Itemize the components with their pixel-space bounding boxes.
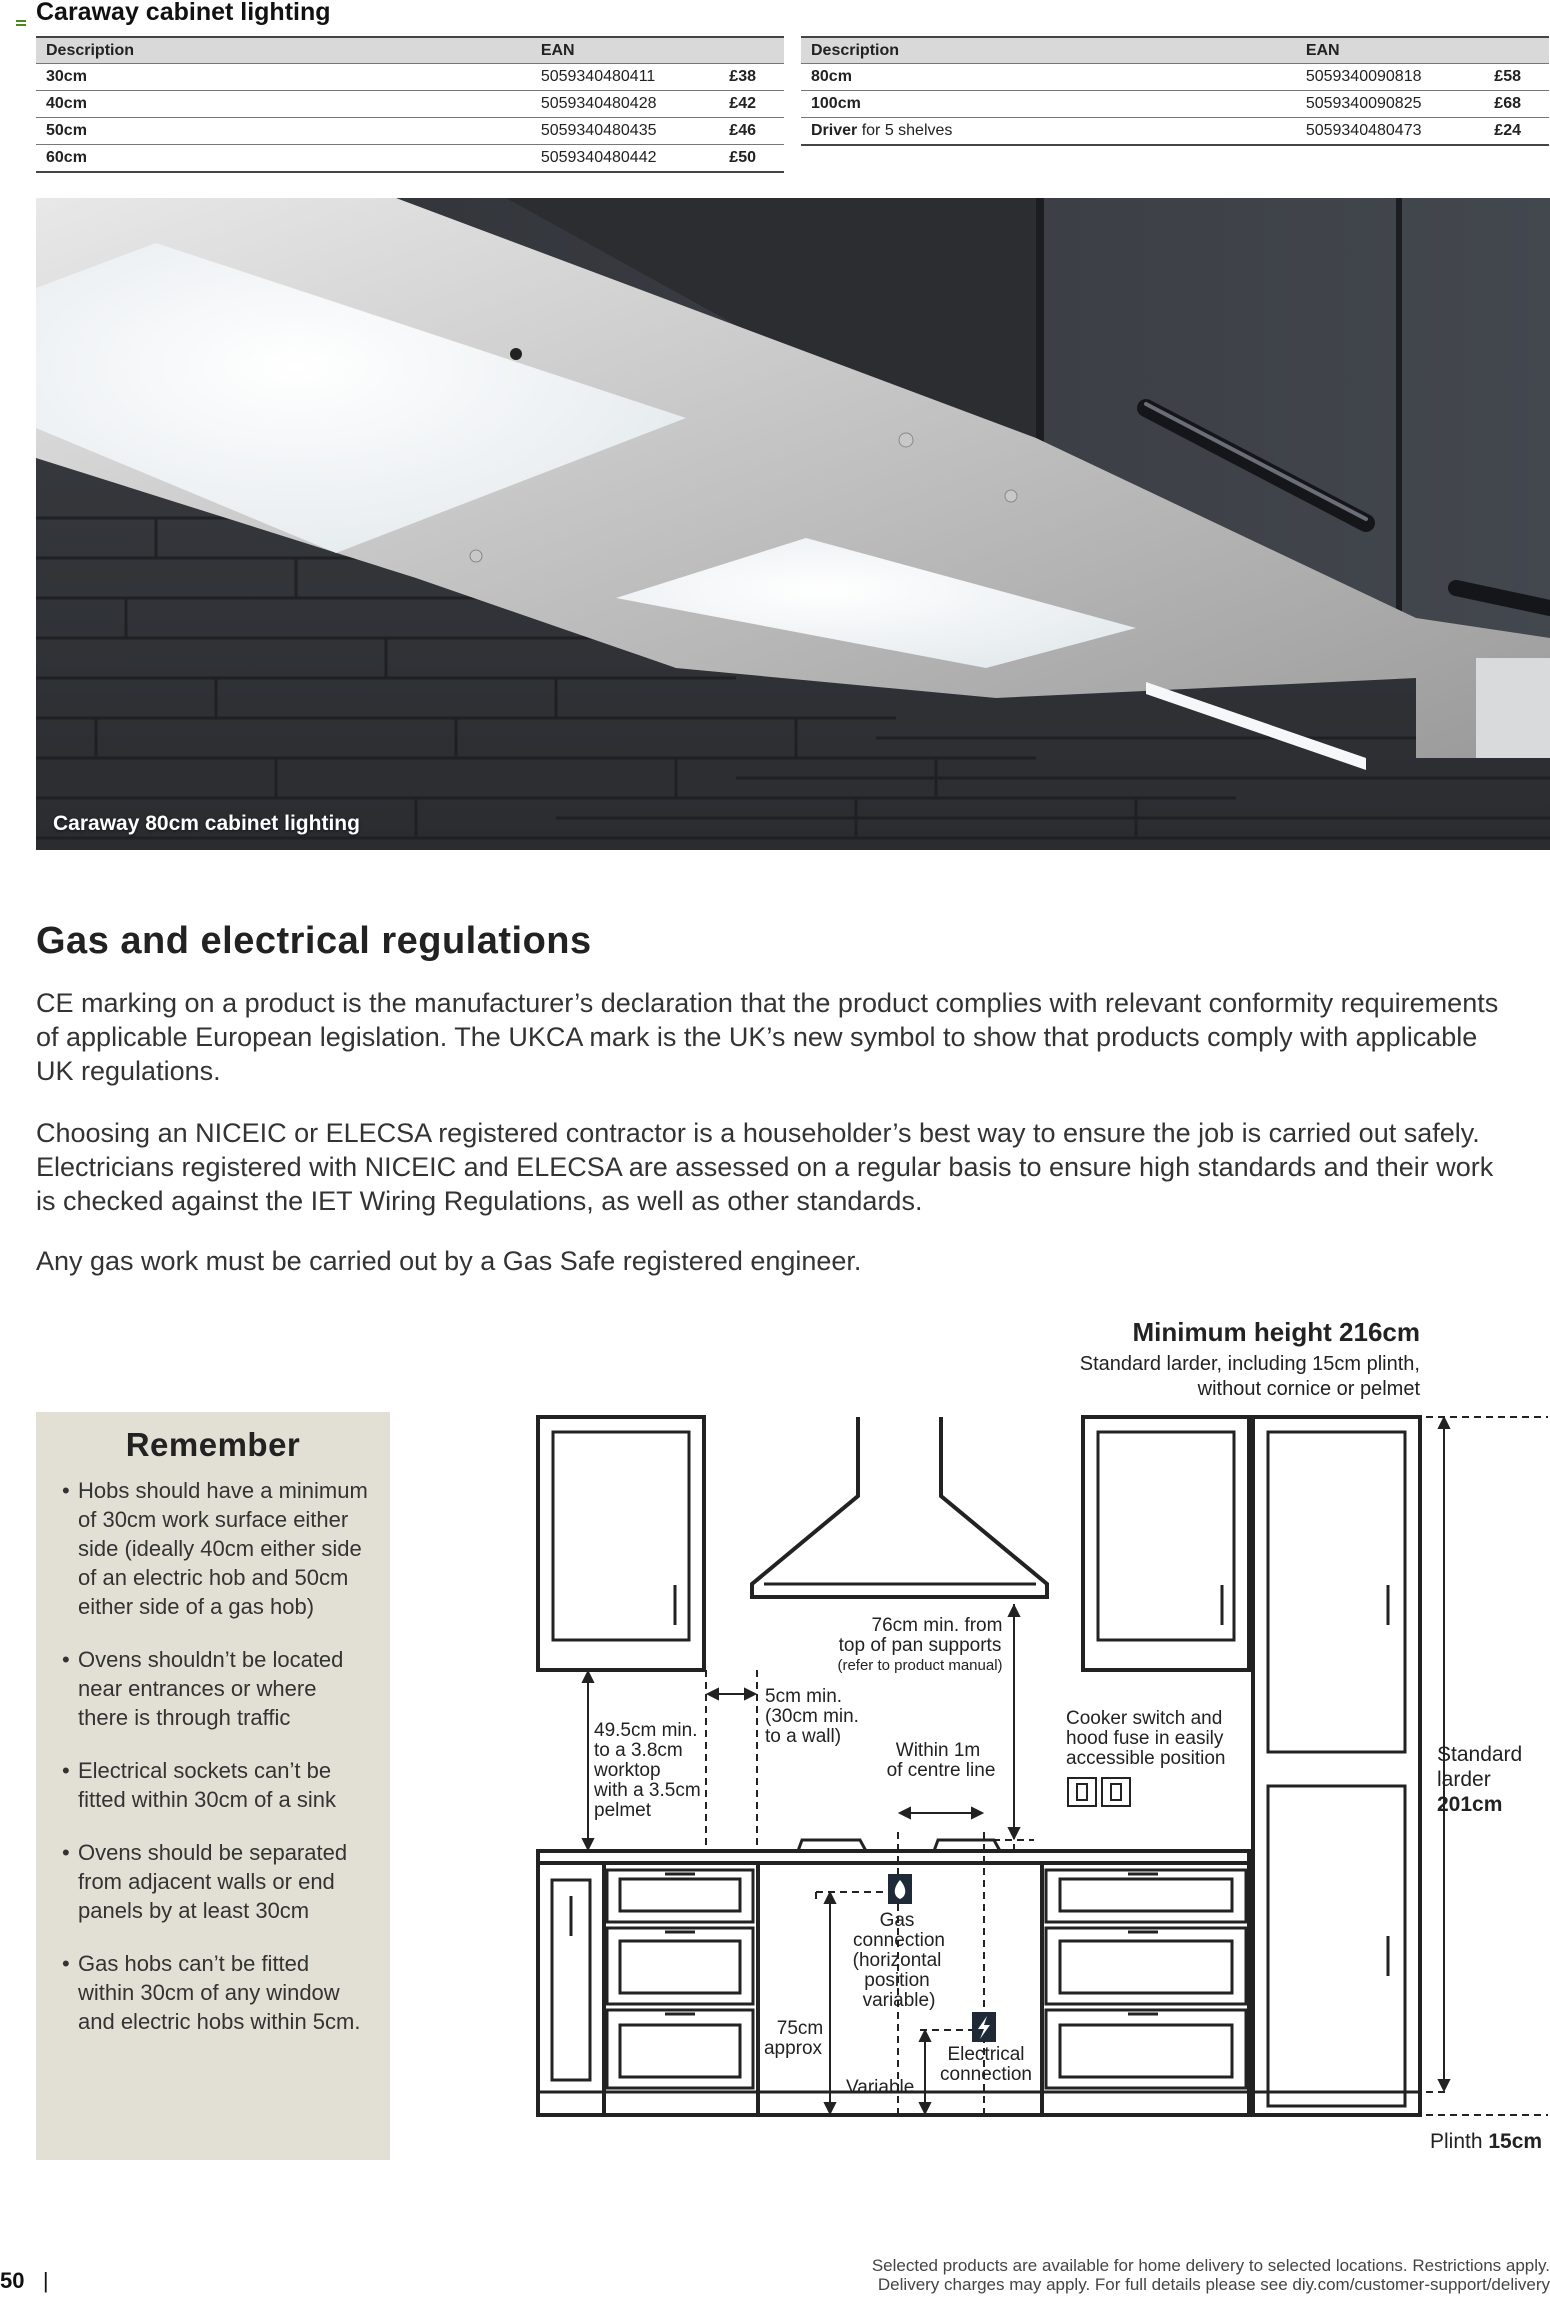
regulations-paragraph: Choosing an NICEIC or ELECSA registered contractor is a householder’s best way to ensure the job is carried out safely. Electricians registered with NICEIC and ELECSA are assessed on a regular basis to ensure high standards and their work is checked against the IET Wiring Regulations, as well as other standards. (36, 1118, 1494, 1216)
regulations-paragraph: CE marking on a product is the manufacturer’s declaration that the product complies with relevant conformity requirements of applicable European legislation. The UKCA mark is the UK’s new symbol to show that products comply with applicable UK regulations. (36, 988, 1499, 1086)
gap-label: to a wall) (765, 1726, 842, 1747)
worktop-height-label: approx (763, 2038, 823, 2059)
product-photo (36, 198, 1550, 850)
row-price: £42 (719, 91, 784, 118)
centre-line-label: Within 1m (895, 1740, 981, 1761)
pan-label: 76cm min. from (871, 1615, 1003, 1636)
remember-title: Remember (125, 1426, 301, 1463)
page-separator: | (42, 2268, 49, 2293)
pelmet-label: with a 3.5cm (594, 1780, 701, 1801)
list-item: • Hobs should have a minimum of 30cm work surface either side (ideally 40cm either side of an electric hob and 50cm either side of a gas hob) (78, 1476, 370, 1621)
description-text: 30cm (46, 68, 87, 85)
row-description (36, 64, 531, 91)
larder-label: larder (1437, 1768, 1491, 1791)
list-item: • Gas hobs can’t be fitted within 30cm of any window and electric hobs within 5cm. (78, 1949, 370, 2036)
list-item: • Electrical sockets can’t be fitted within 30cm of a sink (78, 1756, 370, 1814)
electrical-bolt-icon (972, 2012, 996, 2042)
row-ean: 5059340090825 (1296, 91, 1484, 118)
row-description (801, 64, 1296, 91)
min-height-title: Minimum height 216cm (1132, 1317, 1420, 1347)
pelmet-label: worktop (594, 1760, 661, 1781)
column-header: EAN (1296, 37, 1484, 64)
larder-label: Standard (1437, 1743, 1523, 1766)
row-price: £46 (719, 118, 784, 145)
table-row (36, 118, 784, 145)
section-title: Caraway cabinet lighting (36, 0, 331, 26)
plinth-label: Plinth 15cm (1430, 2130, 1543, 2153)
gas-flame-icon (888, 1874, 912, 1904)
footer-note-line: Selected products are available for home delivery to selected locations. Restrictions apply. (871, 2256, 1550, 2275)
min-height-subtitle: without cornice or pelmet (1197, 1378, 1420, 1400)
description-text: 60cm (46, 149, 87, 166)
table-row (36, 91, 784, 118)
footer-note-line: Delivery charges may apply. For full details please see diy.com/customer-support/delivery (877, 2275, 1550, 2294)
row-price: £24 (1484, 118, 1549, 146)
column-header: EAN (531, 37, 719, 64)
description-text: Driver (811, 122, 858, 139)
pan-label-note: (refer to product manual) (837, 1657, 1003, 1674)
row-description (801, 118, 1296, 146)
centre-line-label: of centre line (886, 1760, 996, 1781)
table-row (36, 64, 784, 91)
list-item: • Ovens shouldn’t be located near entrances or where there is through traffic (78, 1645, 370, 1732)
spec-table-right (801, 36, 1549, 146)
column-header (1484, 37, 1549, 64)
pan-label: top of pan supports (838, 1635, 1002, 1656)
photo-caption: Caraway 80cm cabinet lighting (53, 812, 360, 835)
electrical-connection-label: connection (940, 2064, 1032, 2085)
description-text: 40cm (46, 95, 87, 112)
page-number-text: 50 (0, 2268, 25, 2293)
table-header (36, 37, 784, 64)
gap-label: (30cm min. (765, 1706, 859, 1727)
pelmet-label: to a 3.8cm (594, 1740, 683, 1761)
pelmet-label: 49.5cm min. (594, 1720, 698, 1741)
worktop-height-label: 75cm (776, 2018, 824, 2039)
kitchen-diagram (530, 1306, 1550, 2166)
larder-height: 201cm (1437, 1793, 1503, 1816)
remember-box (36, 1412, 390, 2160)
gas-connection-label: (horizontal (852, 1950, 942, 1971)
row-ean: 5059340480411 (531, 64, 719, 91)
min-height-subtitle: Standard larder, including 15cm plinth, (1079, 1353, 1420, 1375)
column-header (719, 37, 784, 64)
cooker-switch-icon (1068, 1778, 1130, 1806)
column-header: Description (801, 37, 1296, 64)
row-ean: 5059340480435 (531, 118, 719, 145)
regulations-heading: Gas and electrical regulations (36, 920, 592, 962)
row-price: £58 (1484, 64, 1549, 91)
table-row (801, 118, 1549, 146)
row-ean: 5059340480428 (531, 91, 719, 118)
row-ean: 5059340090818 (1296, 64, 1484, 91)
table-row (801, 64, 1549, 91)
description-extra: for 5 shelves (857, 122, 953, 139)
description-text: 50cm (46, 122, 87, 139)
larder-unit (1253, 1417, 1420, 2115)
table-row (36, 145, 784, 173)
row-price: £68 (1484, 91, 1549, 118)
cooker-switch-label: Cooker switch and (1066, 1708, 1223, 1729)
variable-label: Variable (846, 2077, 915, 2098)
pelmet-label: pelmet (594, 1800, 652, 1821)
description-text: 100cm (811, 95, 861, 112)
table-header (801, 37, 1549, 64)
row-ean: 5059340480473 (1296, 118, 1484, 146)
row-price: £50 (719, 145, 784, 173)
row-description (36, 91, 531, 118)
spec-table-left (36, 36, 784, 173)
gap-label: 5cm min. (765, 1686, 843, 1707)
footer-note (790, 2256, 1550, 2294)
table-row (801, 91, 1549, 118)
row-description (36, 118, 531, 145)
column-header: Description (36, 37, 531, 64)
list-item: • Ovens should be separated from adjacent walls or end panels by at least 30cm (78, 1838, 370, 1925)
row-description (801, 91, 1296, 118)
row-price: £38 (719, 64, 784, 91)
row-description (36, 145, 531, 173)
row-ean: 5059340480442 (531, 145, 719, 173)
cooker-hood (752, 1417, 1047, 1597)
cooker-switch-label: hood fuse in easily (1066, 1728, 1224, 1749)
gas-connection-label: Gas (879, 1910, 915, 1931)
gas-connection-label: position (864, 1970, 930, 1991)
description-text: 80cm (811, 68, 852, 85)
wall-cabinet-right (1083, 1417, 1249, 1670)
wall-cabinet-left (538, 1417, 704, 1670)
gas-connection-label: variable) (862, 1990, 936, 2011)
page-number (0, 2268, 49, 2294)
remember-list (36, 1476, 390, 2036)
regulations-paragraph: Any gas work must be carried out by a Gas Safe registered engineer. (36, 1246, 862, 1276)
gas-connection-label: connection (853, 1930, 945, 1951)
electrical-connection-label: Electrical (947, 2044, 1025, 2065)
cooker-switch-label: accessible position (1066, 1748, 1226, 1769)
menu-icon (16, 20, 26, 28)
